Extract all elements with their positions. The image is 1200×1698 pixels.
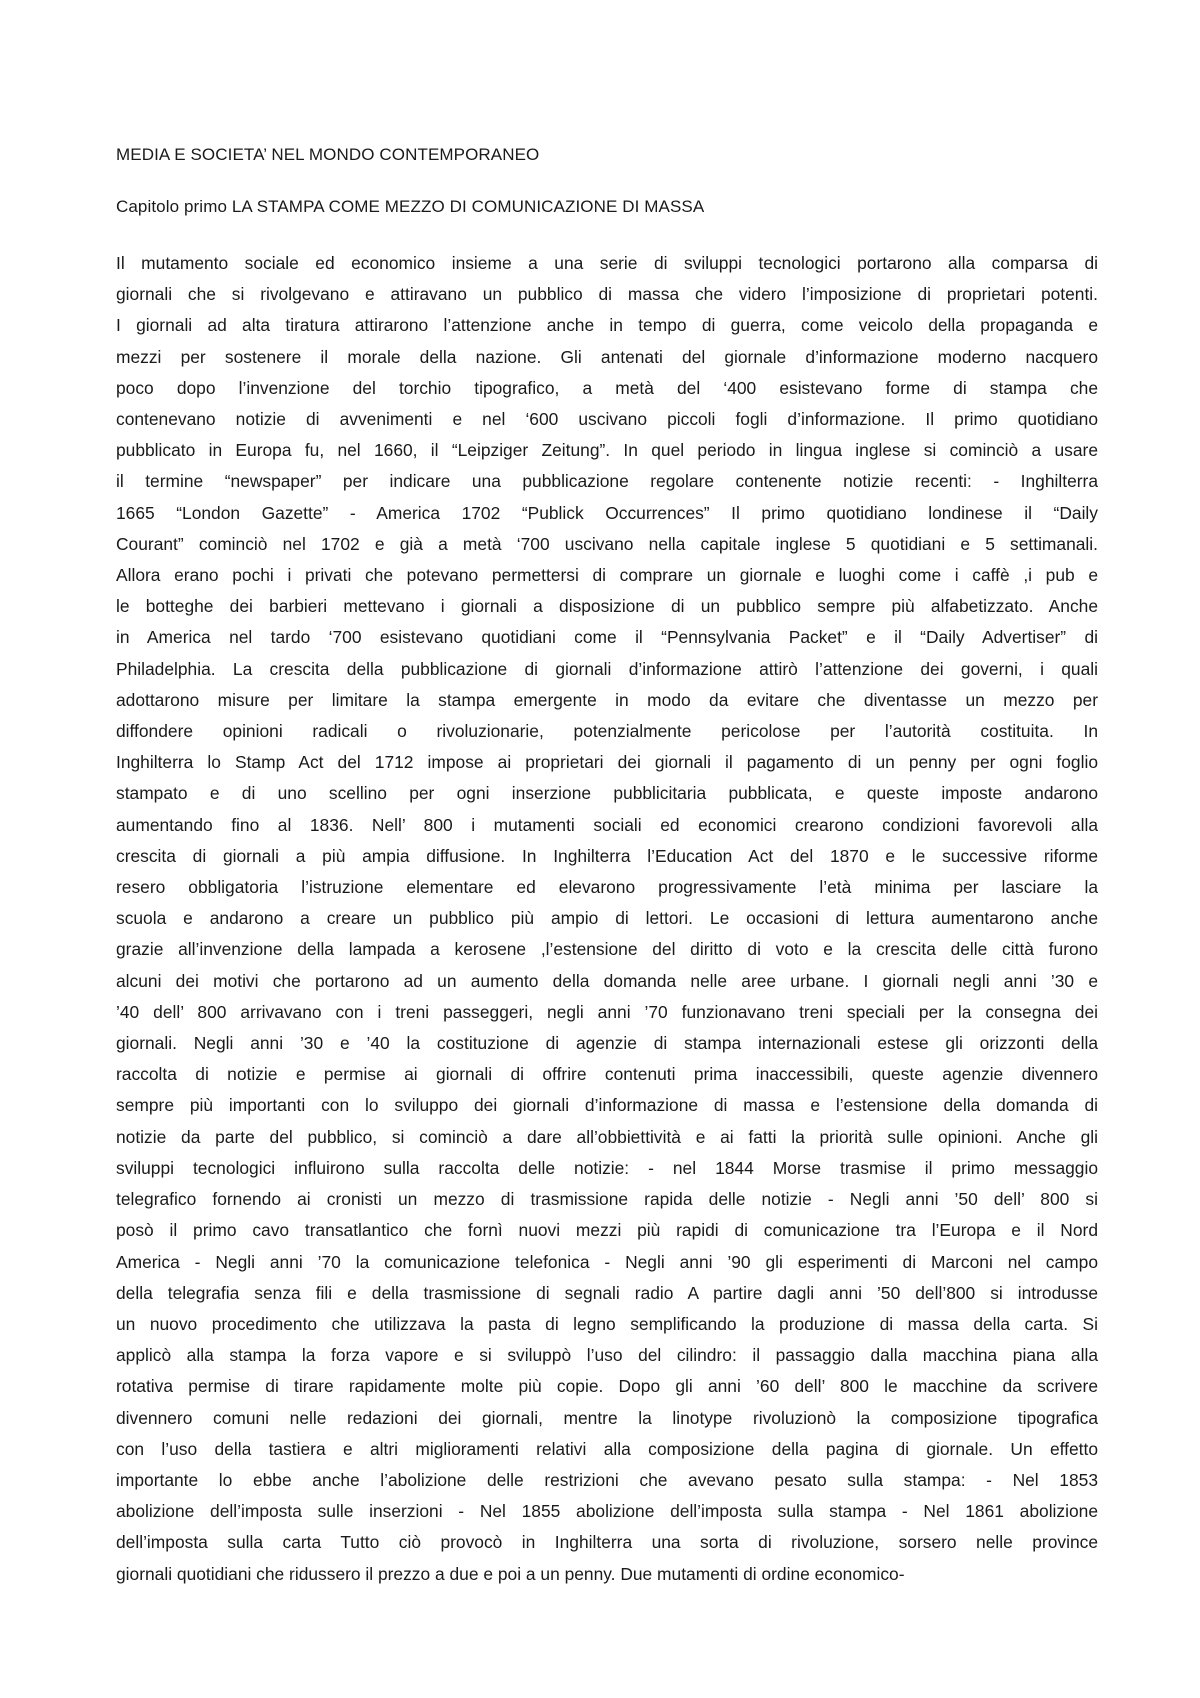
body-line: in America nel tardo ‘700 esistevano quotidiani come il “Pennsylvania Packet” e il “Daily Advertiser” di [116, 627, 1098, 648]
body-line: pubblicato in Europa fu, nel 1660, il “Leipziger Zeitung”. In quel periodo in lingua inglese si cominciò a usare [116, 440, 1098, 461]
body-line: resero obbligatoria l’istruzione elementare ed elevarono progressivamente l’età minima per lasciare la [116, 877, 1098, 898]
body-line: aumentando fino al 1836. Nell’ 800 i mutamenti sociali ed economici crearono condizioni favorevoli alla [116, 814, 1098, 835]
body-line: scuola e andarono a creare un pubblico più ampio di lettori. Le occasioni di lettura aumentarono anche [116, 908, 1098, 929]
body-line: con l’uso della tastiera e altri miglioramenti relativi alla composizione della pagina di giornale. Un effetto [116, 1438, 1098, 1459]
body-line: diffondere opinioni radicali o rivoluzionarie, potenzialmente pericolose per l’autorità costituita. In [116, 721, 1098, 742]
body-line: sempre più importanti con lo sviluppo dei giornali d’informazione di massa e l’estensione della domanda di [116, 1095, 1098, 1116]
document-title: MEDIA E SOCIETA’ NEL MONDO CONTEMPORANEO [116, 145, 540, 164]
body-line: abolizione dell’imposta sulle inserzioni - Nel 1855 abolizione dell’imposta sulla stampa - Nel 1861 abolizione [116, 1501, 1098, 1522]
body-line: raccolta di notizie e permise ai giornali di offrire contenuti prima inaccessibili, queste agenzie divennero [116, 1064, 1098, 1085]
body-line: un nuovo procedimento che utilizzava la pasta di legno semplificando la produzione di massa della carta. Si [116, 1313, 1098, 1334]
body-line: poco dopo l’invenzione del torchio tipografico, a metà del ‘400 esistevano forme di stampa che [116, 377, 1098, 398]
body-line: giornali quotidiani che ridussero il prezzo a due e poi a un penny. Due mutamenti di ordine economico- [116, 1563, 905, 1584]
body-line: Il mutamento sociale ed economico insieme a una serie di sviluppi tecnologici portarono alla comparsa di [116, 253, 1098, 273]
body-line: contenevano notizie di avvenimenti e nel ‘600 uscivano piccoli fogli d’informazione. Il primo quotidiano [116, 409, 1098, 430]
body-line: rotativa permise di tirare rapidamente molte più copie. Dopo gli anni ’60 dell’ 800 le macchine da scrivere [116, 1376, 1098, 1397]
body-line: Inghilterra lo Stamp Act del 1712 impose ai proprietari dei giornali il pagamento di un penny per ogni foglio [116, 752, 1098, 773]
body-line: crescita di giornali a più ampia diffusione. In Inghilterra l’Education Act del 1870 e le successive riforme [116, 845, 1098, 866]
body-line: applicò alla stampa la forza vapore e si sviluppò l’uso del cilindro: il passaggio dalla macchina piana alla [116, 1345, 1098, 1366]
body-line: della telegrafia senza fili e della trasmissione di segnali radio A partire dagli anni ’50 dell’800 si introdusse [116, 1282, 1098, 1303]
body-line: dell’imposta sulla carta Tutto ciò provocò in Inghilterra una sorta di rivoluzione, sorsero nelle province [116, 1532, 1098, 1553]
body-line: ’40 dell’ 800 arrivavano con i treni passeggeri, negli anni ’70 funzionavano treni speciali per la consegna dei [116, 1001, 1098, 1022]
body-line: giornali. Negli anni ’30 e ’40 la costituzione di agenzie di stampa internazionali estese gli orizzonti della [116, 1033, 1098, 1054]
body-line: mezzi per sostenere il morale della nazione. Gli antenati del giornale d’informazione moderno nacquero [116, 346, 1098, 367]
body-line: stampato e di uno scellino per ogni inserzione pubblicitaria pubblicata, e queste imposte andarono [116, 783, 1098, 804]
body-line: alcuni dei motivi che portarono ad un aumento della domanda nelle aree urbane. I giornali negli anni ’30 e [116, 970, 1098, 991]
body-line: grazie all’invenzione della lampada a kerosene ,l’estensione del diritto di voto e la crescita delle città furono [116, 939, 1098, 960]
body-line: il termine “newspaper” per indicare una pubblicazione regolare contenente notizie recenti: - Inghilterra [116, 471, 1098, 492]
chapter-heading: Capitolo primo LA STAMPA COME MEZZO DI COMUNICAZIONE DI MASSA [116, 197, 705, 216]
document-content [116, 144, 1098, 1590]
body-line: giornali che si rivolgevano e attiravano un pubblico di massa che videro l’imposizione di proprietari potenti. [116, 284, 1098, 305]
body-text [116, 248, 1098, 1590]
body-line: notizie da parte del pubblico, si cominciò a dare all’obbiettività e ai fatti la priorità sulle opinioni. Anche gli [116, 1126, 1098, 1147]
body-line: posò il primo cavo transatlantico che fornì nuovi mezzi più rapidi di comunicazione tra l’Europa e il Nord [116, 1220, 1098, 1241]
body-line: Courant” cominciò nel 1702 e già a metà ‘700 uscivano nella capitale inglese 5 quotidiani e 5 settimanali. [116, 533, 1098, 554]
body-line: adottarono misure per limitare la stampa emergente in modo da evitare che diventasse un mezzo per [116, 689, 1098, 710]
body-line: le botteghe dei barbieri mettevano i giornali a disposizione di un pubblico sempre più alfabetizzato. Anche [116, 596, 1098, 617]
body-line: divennero comuni nelle redazioni dei giornali, mentre la linotype rivoluzionò la composizione tipografica [116, 1407, 1098, 1428]
body-line: importante lo ebbe anche l’abolizione delle restrizioni che avevano pesato sulla stampa: - Nel 1853 [116, 1469, 1098, 1490]
body-line: telegrafico fornendo ai cronisti un mezzo di trasmissione rapida delle notizie - Negli anni ’50 dell’ 800 si [116, 1189, 1098, 1210]
body-line: America - Negli anni ’70 la comunicazione telefonica - Negli anni ’90 gli esperimenti di Marconi nel campo [116, 1251, 1098, 1272]
body-line: I giornali ad alta tiratura attirarono l’attenzione anche in tempo di guerra, come veicolo della propaganda e [116, 315, 1098, 336]
body-line: Philadelphia. La crescita della pubblicazione di giornali d’informazione attirò l’attenzione dei governi, i quali [116, 658, 1098, 679]
body-line: Allora erano pochi i privati che potevano permettersi di comprare un giornale e luoghi come i caffè ,i pub e [116, 565, 1098, 586]
body-line: sviluppi tecnologici influirono sulla raccolta delle notizie: - nel 1844 Morse trasmise il primo messaggio [116, 1157, 1098, 1178]
body-line: 1665 “London Gazette” - America 1702 “Publick Occurrences” Il primo quotidiano londinese il “Daily [116, 502, 1098, 523]
